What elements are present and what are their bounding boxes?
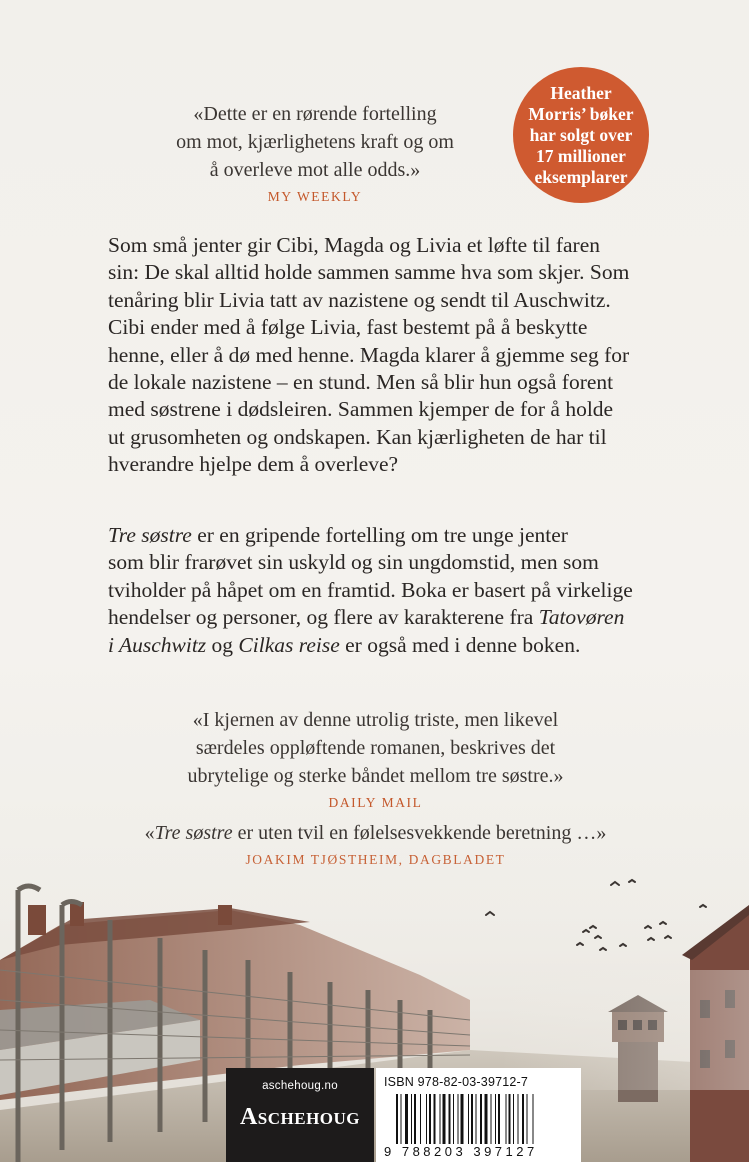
barcode-bar <box>411 1094 412 1144</box>
text-run: er uten tvil en følelsesvekkende beretning …» <box>232 822 607 844</box>
barcode-bar <box>396 1094 398 1144</box>
paragraph-line <box>108 522 653 549</box>
barcode-bar <box>485 1094 488 1144</box>
paragraph-line: ut grusomheten og ondskapen. Kan kjærligheten de har til <box>108 424 607 449</box>
isbn-block <box>376 1068 581 1162</box>
blurb-paragraph-1 <box>108 232 653 479</box>
badge-line: har solgt over <box>529 124 633 145</box>
paragraph-line: henne, eller å dø med henne. Magda klarer å gjemme seg for <box>108 342 630 367</box>
barcode-bar <box>522 1094 524 1144</box>
book-title: Cilkas reise <box>238 632 340 657</box>
quote-line: om mot, kjærlighetens kraft og om <box>176 131 454 153</box>
barcode-bar <box>434 1094 436 1144</box>
barcode-bar <box>426 1094 427 1144</box>
paragraph-line: tenåring blir Livia tatt av nazistene og sendt til Auschwitz. <box>108 287 611 312</box>
barcode-bar <box>498 1094 500 1144</box>
barcode-bar <box>480 1094 482 1144</box>
quote-source: MY WEEKLY <box>267 189 363 204</box>
book-title: Tre søstre <box>154 822 233 844</box>
publisher-block <box>226 1068 374 1162</box>
paragraph-line <box>108 632 653 659</box>
blurb-paragraph-2 <box>108 522 653 659</box>
barcode-bar <box>468 1094 469 1144</box>
text-run: hendelser og personer, og flere av karakterene fra <box>108 605 539 630</box>
text-run: og <box>206 632 239 657</box>
quote-line: «Dette er en rørende fortelling <box>193 103 437 125</box>
barcode-bar <box>506 1094 507 1144</box>
paragraph-line: som blir frarøvet sin uskyld og sin ungdomstid, men som <box>108 550 599 575</box>
barcode-bar <box>533 1094 534 1144</box>
barcode-bar <box>471 1094 473 1144</box>
barcode <box>396 1094 572 1144</box>
barcode-bar <box>443 1094 446 1144</box>
book-title: i Auschwitz <box>108 632 207 657</box>
barcode-bar <box>518 1094 519 1144</box>
barcode-bar <box>440 1094 441 1144</box>
barcode-bar <box>405 1094 408 1144</box>
quote-line: «I kjernen av denne utrolig triste, men likevel <box>192 709 559 731</box>
text-run: « <box>144 822 155 844</box>
badge-line: 17 millioner <box>536 145 626 166</box>
text-run: er en gripende fortelling om tre unge jenter <box>191 523 568 547</box>
barcode-digits: 9 788203 397127 <box>384 1144 538 1159</box>
sales-badge <box>513 67 649 203</box>
barcode-bar <box>461 1094 464 1144</box>
isbn-label: ISBN 978-82-03-39712-7 <box>384 1075 529 1089</box>
book-title: Tre søstre <box>108 523 192 547</box>
publisher-logo: Aschehoug <box>239 1104 361 1130</box>
barcode-bar <box>495 1094 496 1144</box>
review-quote-middle <box>128 706 623 814</box>
quote-source: DAILY MAIL <box>328 795 423 810</box>
badge-line: eksemplarer <box>534 166 628 187</box>
badge-line: Morris’ bøker <box>528 103 634 124</box>
camp-illustration <box>0 850 749 1162</box>
publisher-url[interactable]: aschehoug.no <box>262 1080 338 1092</box>
barcode-bar <box>491 1094 492 1144</box>
barcode-bar <box>476 1094 477 1144</box>
paragraph-line <box>108 604 653 631</box>
quote-line <box>145 822 607 844</box>
paragraph-line: tviholder på håpet om en framtid. Boka er basert på virkelige <box>108 577 633 602</box>
barcode-bar <box>458 1094 459 1144</box>
text-run: er også med i denne boken. <box>339 632 581 657</box>
barcode-bar <box>429 1094 431 1144</box>
barcode-bar <box>513 1094 514 1144</box>
quote-line: ubrytelige og sterke båndet mellom tre søstre.» <box>187 765 564 787</box>
review-quote-top <box>150 100 480 208</box>
barcode-bar <box>420 1094 421 1144</box>
barcode-bar <box>453 1094 454 1144</box>
paragraph-line: sin: De skal alltid holde sammen samme hva som skjer. Som <box>108 260 630 285</box>
barcode-bar <box>414 1094 416 1144</box>
quote-line: å overleve mot alle odds.» <box>209 159 421 181</box>
book-title: Tatovøren <box>538 605 625 630</box>
barcode-bar <box>449 1094 451 1144</box>
paragraph-line: hverandre hjelpe dem å overleve? <box>108 452 399 477</box>
barcode-bar <box>401 1094 402 1144</box>
badge-line: Heather <box>550 82 612 103</box>
quote-line: særdeles oppløftende romanen, beskrives det <box>195 737 556 759</box>
barcode-bar <box>509 1094 511 1144</box>
paragraph-line: de lokale nazistene – en stund. Men så blir hun også forent <box>108 370 614 395</box>
paragraph-line: Cibi ender med å følge Livia, fast bestemt på å beskytte <box>108 315 588 340</box>
paragraph-line: Som små jenter gir Cibi, Magda og Livia et løfte til faren <box>108 233 600 257</box>
barcode-bar <box>527 1094 528 1144</box>
paragraph-line: med søstrene i dødsleiren. Sammen kjemper de for å holde <box>108 397 614 422</box>
